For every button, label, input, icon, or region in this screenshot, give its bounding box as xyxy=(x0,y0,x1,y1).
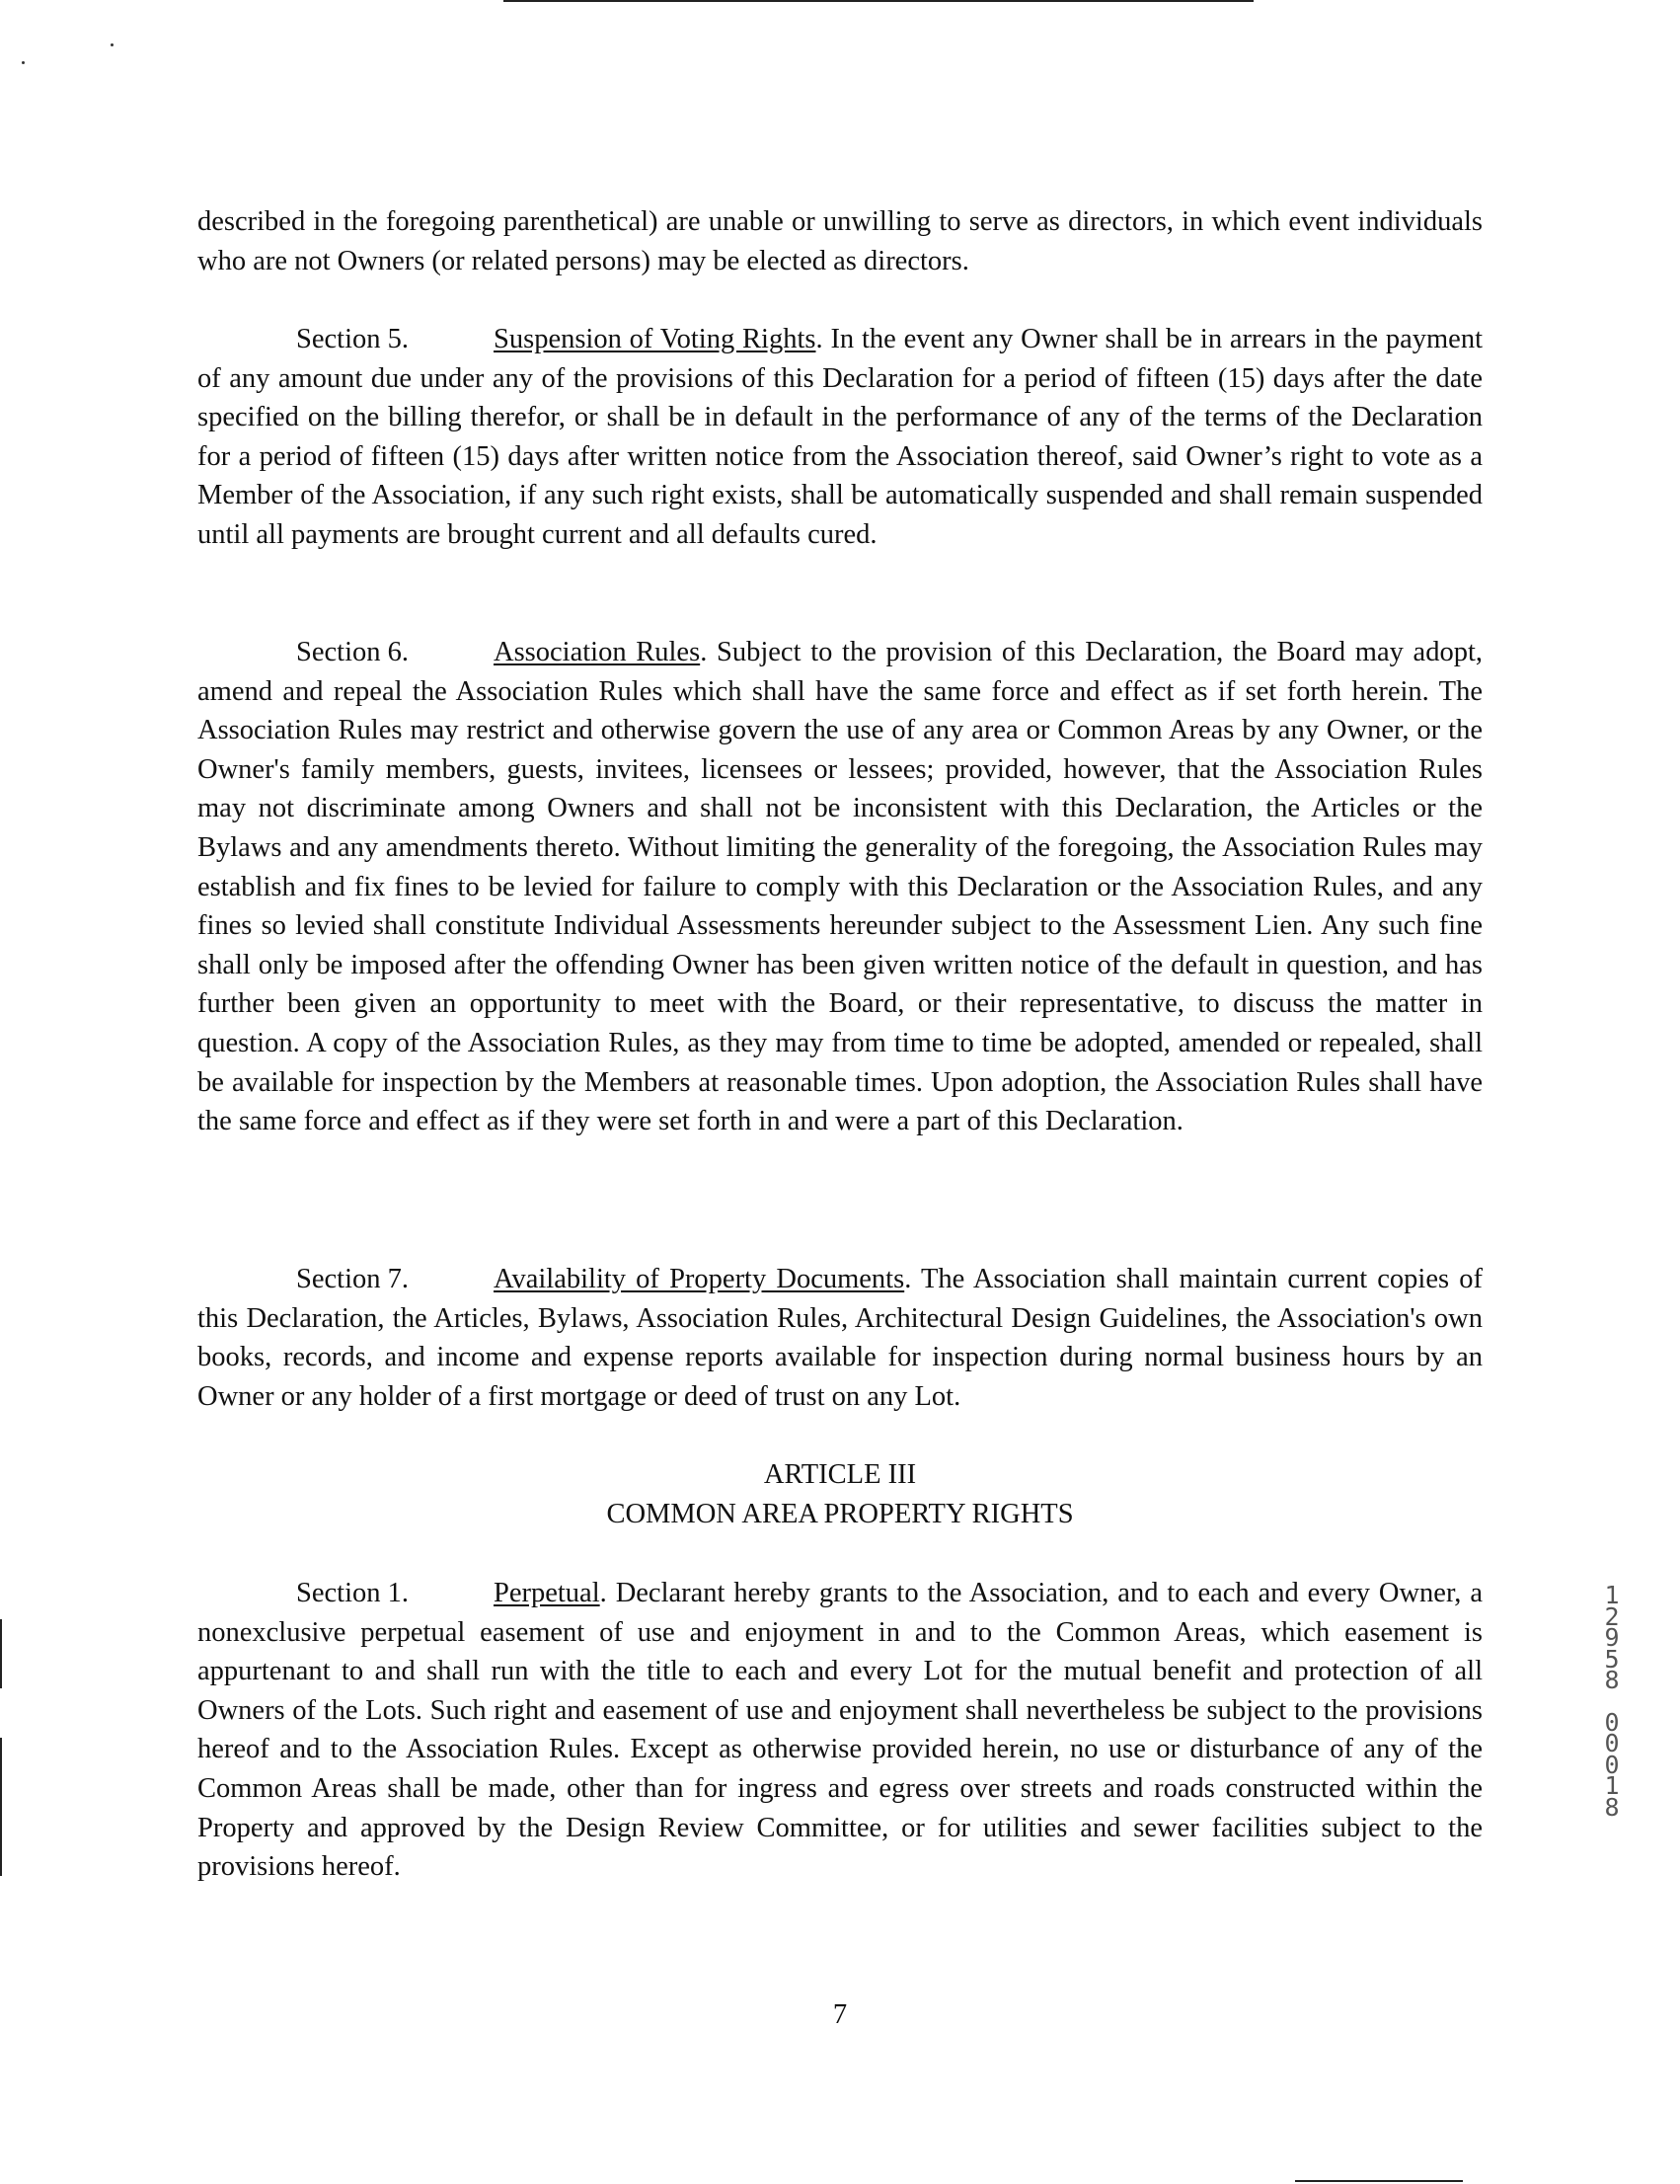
scan-speck xyxy=(111,43,114,46)
scan-left-edge-mark-2 xyxy=(0,1738,2,1876)
article-number: ARTICLE III xyxy=(763,1459,917,1490)
section-5-number: Section 5. xyxy=(296,324,409,354)
article-section-1-number: Section 1. xyxy=(296,1578,409,1608)
section-6-number: Section 6. xyxy=(296,637,409,667)
stamp-char: 0 xyxy=(1604,1707,1620,1737)
stamp-char: 1 xyxy=(1604,1581,1620,1609)
continuation-block xyxy=(197,202,1483,280)
stamp-char: 0 xyxy=(1604,1729,1620,1757)
section-6-block xyxy=(197,633,1483,1141)
article-section-1-heading: Perpetual xyxy=(494,1578,600,1608)
scan-left-edge-mark xyxy=(0,1619,2,1688)
section-6-paragraph: Section 6. Association Rules. Subject to the provision of this Declaration, the Board may adopt, amend and repeal the Association Rules which shall have the same force and effect as if set forth herein. The Association Rules may restrict and otherwise govern the use of any area or Common Areas by any Owner, or the Owner's family members, guests, invitees, licensees or lessees; provided, however, that the Association Rules may not discriminate among Owners and shall not be inconsistent with this Declaration, the Articles or the Bylaws and any amendments thereto. Without limiting the generality of the foregoing, the Association Rules may establish and fix fines to be levied for failure to comply with this Declaration or the Association Rules, and any fines so levied shall constitute Individual Assessments hereunder subject to the Assessment Lien. Any such fine shall only be imposed after the offending Owner has been given written notice of the default in question, and has further been given an opportunity to meet with the Board, or their representative, to discuss the matter in question. A copy of the Association Rules, as they may from time to time be adopted, amended or repealed, shall be available for inspection by the Members at reasonable times. Upon adoption, the Association Rules shall have the same force and effect as if they were set forth in and were a part of this Declaration. xyxy=(197,633,1483,1141)
stamp-char: 8 xyxy=(1604,1666,1620,1694)
stamp-char: 9 xyxy=(1604,1623,1620,1652)
section-6-heading: Association Rules xyxy=(494,637,701,667)
section-5-block xyxy=(197,320,1483,555)
continuation-paragraph: described in the foregoing parenthetical) are unable or unwilling to serve as directors, in which event individuals who are not Owners (or related persons) may be elected as directors. xyxy=(197,206,1483,276)
scan-bottom-line xyxy=(1295,2180,1463,2182)
stamp-char: 0 xyxy=(1604,1750,1620,1779)
section-7-body: The Association shall maintain current copies of this Declaration, the Articles, Bylaws, Association Rules, Architectural Design Guidelines, the Association's own books, records, and income and expense reports available for inspection during normal business hours by an Owner or any holder of a first mortgage or deed of trust on any Lot. xyxy=(197,1264,1483,1412)
section-5-heading: Suspension of Voting Rights xyxy=(494,324,816,354)
article-heading xyxy=(197,1455,1483,1533)
stamp-char: 5 xyxy=(1604,1644,1620,1674)
scan-speck xyxy=(22,61,25,64)
scan-top-line xyxy=(503,0,1254,2)
stamp-char: 8 xyxy=(1604,1792,1620,1822)
article-section-1-block xyxy=(197,1574,1483,1887)
section-7-block xyxy=(197,1260,1483,1416)
article-section-1-paragraph: Section 1. Perpetual. Declarant hereby grants to the Association, and to each and every Owner, a nonexclusive perpetual easement of use and enjoyment in and to the Common Areas, which easement is appurtenant to and shall run with the title to each and every Lot for the mutual benefit and protection of all Owners of the Lots. Such right and easement of use and enjoyment shall nevertheless be subject to the provisions hereof and to the Association Rules. Except as otherwise provided herein, no use or disturbance of any of the Common Areas shall be made, other than for ingress and egress over streets and roads constructed within the Property and approved by the Design Review Committee, or for utilities and sewer facilities subject to the provisions hereof. xyxy=(197,1574,1483,1887)
stamp-char: 2 xyxy=(1604,1601,1620,1631)
section-7-heading: Availability of Property Documents xyxy=(494,1264,905,1294)
article-title: COMMON AREA PROPERTY RIGHTS xyxy=(606,1498,1074,1529)
section-6-body: Subject to the provision of this Declaration, the Board may adopt, amend and repeal the Association Rules which shall have the same force and effect as if set forth herein. The Association Rules may restrict and otherwise govern the use of any area or Common Areas by any Owner, or the Owner's family members, guests, invitees, licensees or lessees; provided, however, that the Association Rules may not discriminate among Owners and shall not be inconsistent with this Declaration, the Articles or the Bylaws and any amendments thereto. Without limiting the generality of the foregoing, the Association Rules may establish and fix fines to be levied for failure to comply with this Declaration or the Association Rules, and any fines so levied shall constitute Individual Assessments hereunder subject to the Assessment Lien. Any such fine shall only be imposed after the offending Owner has been given written notice of the default in question, and has further been given an opportunity to meet with the Board, or their representative, to discuss the matter in question. A copy of the Association Rules, as they may from time to time be adopted, amended or repealed, shall be available for inspection by the Members at reasonable times. Upon adoption, the Association Rules shall have the same force and effect as if they were set forth in and were a part of this Declaration. xyxy=(197,637,1484,1137)
section-7-paragraph: Section 7. Availability of Property Documents. The Association shall maintain current copies of this Declaration, the Articles, Bylaws, Association Rules, Architectural Design Guidelines, the Association's own books, records, and income and expense reports available for inspection during normal business hours by an Owner or any holder of a first mortgage or deed of trust on any Lot. xyxy=(197,1260,1483,1416)
article-section-1-body: Declarant hereby grants to the Association, and to each and every Owner, a nonexclusive perpetual easement of use and enjoyment in and to the Common Areas, which easement is appurtenant to and shall run with the title to each and every Lot for the mutual benefit and protection of all Owners of the Lots. Such right and easement of use and enjoyment shall nevertheless be subject to the provisions hereof and to the Association Rules. Except as otherwise provided herein, no use or disturbance of any of the Common Areas shall be made, other than for ingress and egress over streets and roads constructed within the Property and approved by the Design Review Committee, or for utilities and sewer facilities subject to the provisions hereof. xyxy=(197,1578,1484,1883)
stamp-char: 1 xyxy=(1604,1771,1620,1800)
recording-stamp xyxy=(1595,1581,1629,1822)
section-7-number: Section 7. xyxy=(296,1264,409,1294)
section-5-paragraph: Section 5. Suspension of Voting Rights. In the event any Owner shall be in arrears in the payment of any amount due under any of the provisions of this Declaration for a period of fifteen (15) days after the date specified on the billing therefor, or shall be in default in the performance of any of the terms of the Declaration for a period of fifteen (15) days after written notice from the Association thereof, said Owner’s right to vote as a Member of the Association, if any such right exists, shall be automatically suspended and shall remain suspended until all payments are brought current and all defaults cured. xyxy=(197,320,1483,555)
section-5-body: In the event any Owner shall be in arrears in the payment of any amount due under any of the provisions of this Declaration for a period of fifteen (15) days after the date specified on the billing therefor, or shall be in default in the performance of any of the terms of the Declaration for a period of fifteen (15) days after written notice from the Association thereof, said Owner’s right to vote as a Member of the Association, if any such right exists, shall be automatically suspended and shall remain suspended until all payments are brought current and all defaults cured. xyxy=(197,324,1483,550)
page-number: 7 xyxy=(832,1999,848,2030)
